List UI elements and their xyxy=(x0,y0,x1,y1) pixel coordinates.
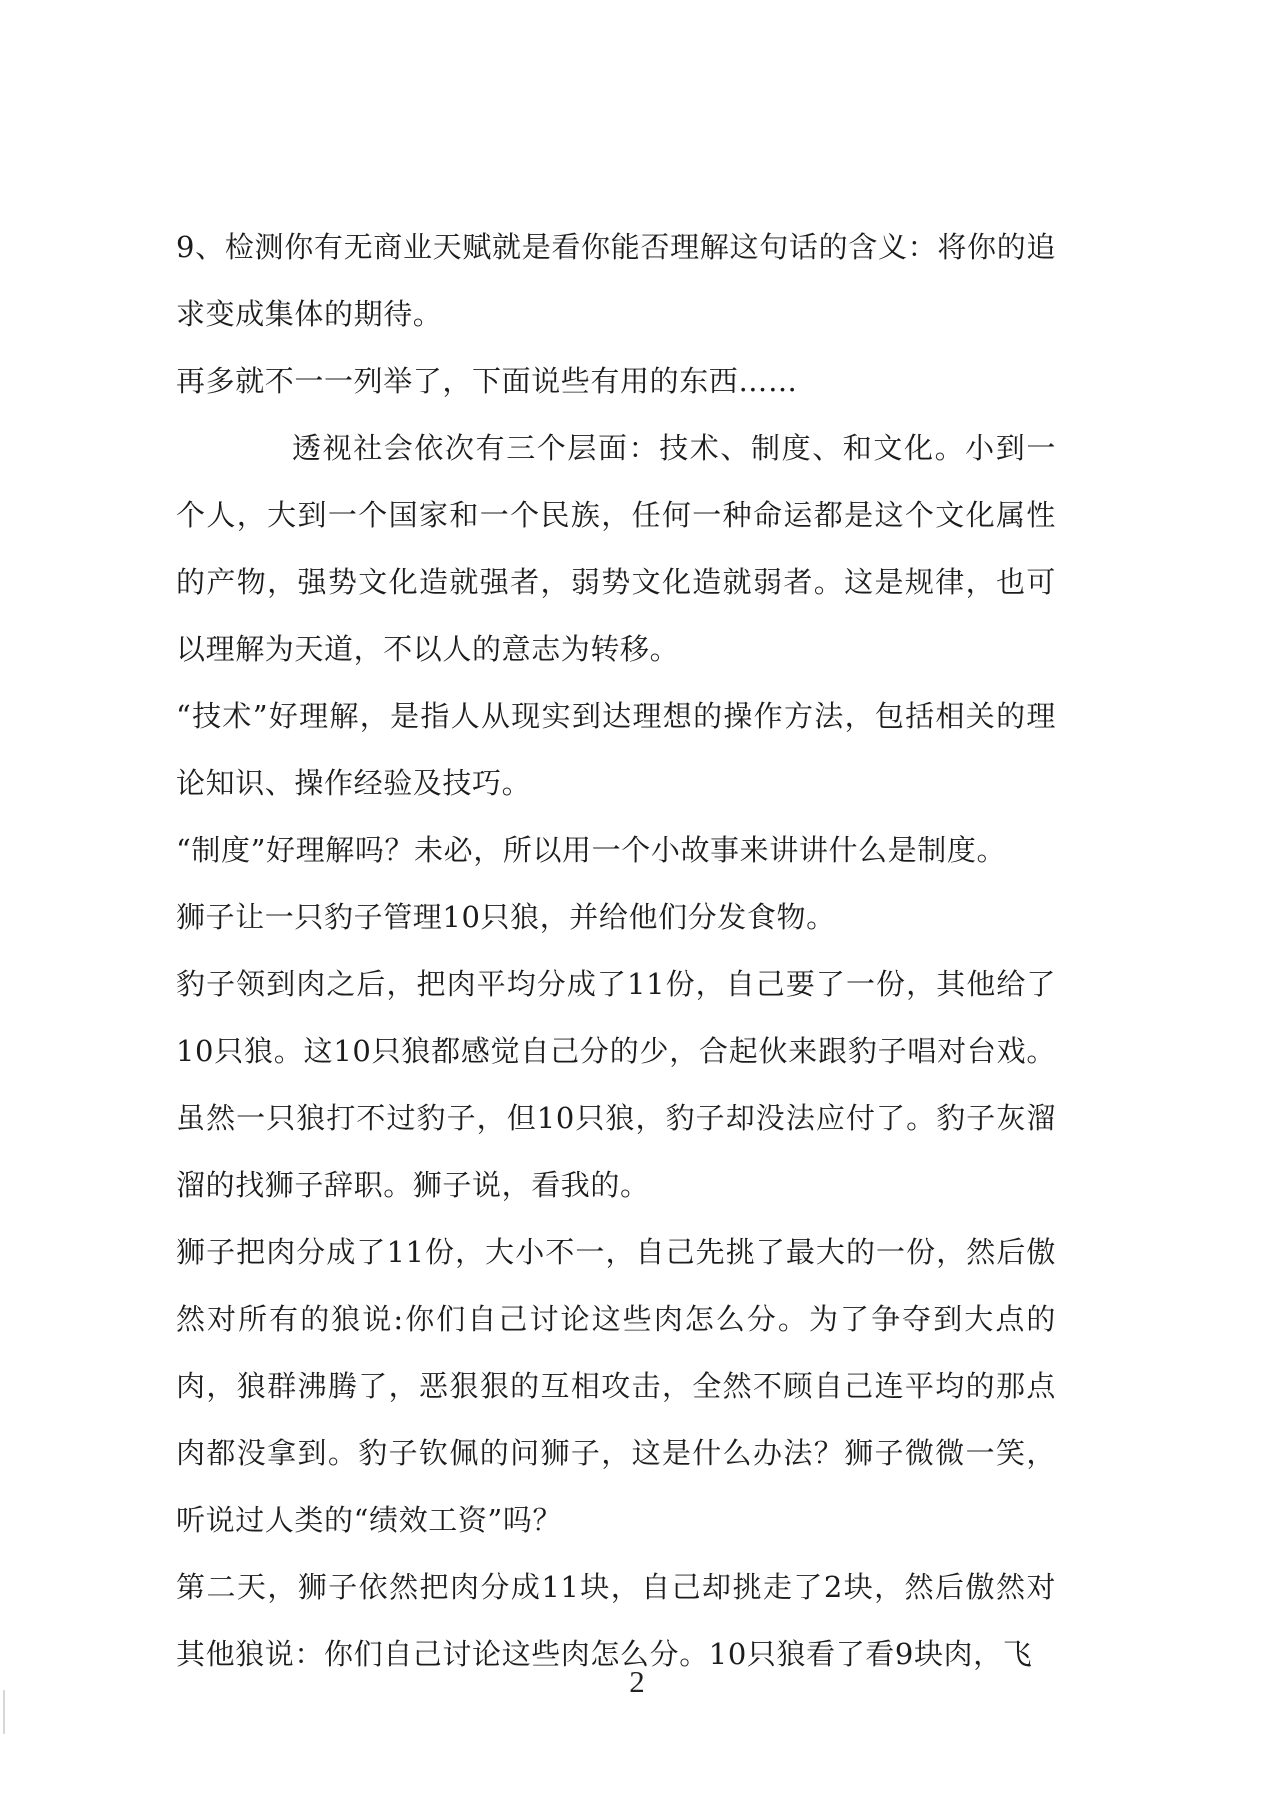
paragraph-lion-leopard: 狮子让一只豹子管理10只狼，并给他们分发食物。 xyxy=(176,900,836,934)
scan-margin-mark xyxy=(3,1690,5,1734)
paragraph-system-intro: “制度”好理解吗？未必，所以用一个小故事来讲讲什么是制度。 xyxy=(176,833,1007,867)
paragraph-business-talent: 9、检测你有无商业天赋就是看你能否理解这句话的含义：将你的追求变成集体的期待。 xyxy=(176,230,1056,331)
paragraph-second-day: 第二天，狮子依然把肉分成11块，自己却挑走了2块，然后傲然对其他狼说：你们自己讨论这些肉怎么分。10只狼看了看9块肉，飞 xyxy=(176,1570,1056,1671)
paragraph-leopard-split: 豹子领到肉之后，把肉平均分成了11份，自己要了一份，其他给了10只狼。这10只狼都感觉自己分的少，合起伙来跟豹子唱对台戏。虽然一只狼打不过豹子，但10只狼，豹子却没法应付了。豹子灰溜溜的找狮子辞职。狮子说，看我的。 xyxy=(176,967,1056,1202)
paragraph-technique: “技术”好理解，是指人从现实到达理想的操作方法，包括相关的理论知识、操作经验及技巧。 xyxy=(176,699,1056,800)
page-number: 2 xyxy=(629,1664,645,1699)
document-body xyxy=(176,214,1056,1688)
paragraph-transition: 再多就不一一列举了，下面说些有用的东西…… xyxy=(176,364,798,398)
paragraph-three-layers: 透视社会依次有三个层面：技术、制度、和文化。小到一个人，大到一个国家和一个民族，任何一种命运都是这个文化属性的产物，强势文化造就强者，弱势文化造就弱者。这是规律，也可以理解为天道，不以人的意志为转移。 xyxy=(176,431,1056,666)
paragraph-lion-split: 狮子把肉分成了11份，大小不一，自己先挑了最大的一份，然后傲然对所有的狼说:你们自己讨论这些肉怎么分。为了争夺到大点的肉，狼群沸腾了，恶狠狠的互相攻击，全然不顾自己连平均的那点肉都没拿到。豹子钦佩的问狮子，这是什么办法？狮子微微一笑，听说过人类的“绩效工资”吗？ xyxy=(176,1235,1056,1537)
